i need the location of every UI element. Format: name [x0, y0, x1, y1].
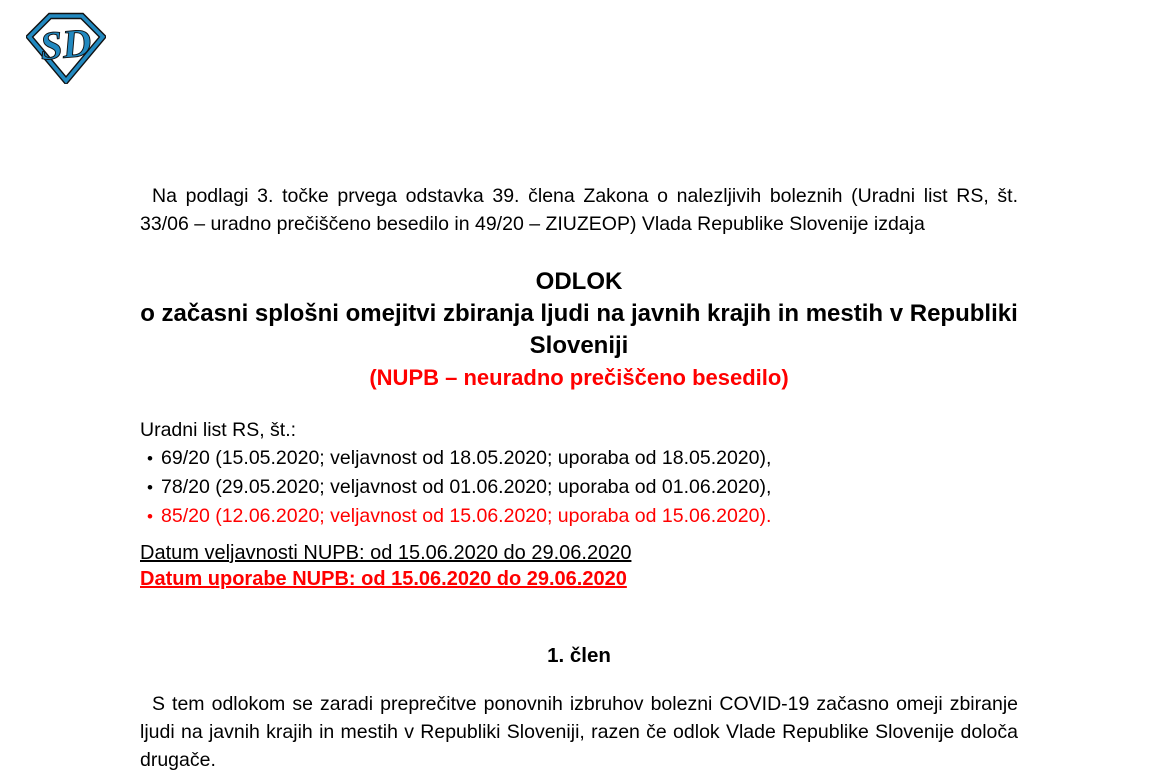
gazette-item-text: 85/20 (12.06.2020; veljavnost od 15.06.2020; uporaba od 15.06.2020).	[161, 505, 772, 527]
nupb-note: (NUPB – neuradno prečiščeno besedilo)	[369, 365, 789, 390]
sd-shield-logo-icon	[26, 12, 106, 84]
gazette-item	[147, 473, 1025, 502]
gazette-item-text: 69/20 (15.05.2020; veljavnost od 18.05.2020; uporaba od 18.05.2020),	[161, 447, 772, 469]
gazette-heading: Uradni list RS, št.:	[140, 419, 297, 441]
article-1-heading: 1. člen	[547, 644, 611, 667]
bullet-icon: •	[147, 478, 153, 497]
bullet-icon: •	[147, 449, 153, 468]
gazette-list	[140, 444, 1025, 531]
bullet-icon: •	[147, 507, 153, 526]
document-title: ODLOK	[535, 268, 623, 295]
validity-block	[140, 540, 1018, 592]
validity-date-line: Datum veljavnosti NUPB: od 15.06.2020 do 29.06.2020	[140, 542, 632, 564]
gazette-item	[147, 502, 1025, 531]
document-content	[140, 0, 1018, 771]
gazette-item-text: 78/20 (29.05.2020; veljavnost od 01.06.2020; uporaba od 01.06.2020),	[161, 476, 772, 498]
gazette-item	[147, 444, 1025, 473]
title-block	[140, 266, 1018, 362]
intro-paragraph: Na podlagi 3. točke prvega odstavka 39. člena Zakona o nalezljivih boleznih (Uradni list RS, št. 33/06 – uradno prečiščeno besedilo in 49/20 – ZIUZEOP) Vlada Republike Slovenije izdaja	[140, 184, 1018, 235]
usage-date-line: Datum uporabe NUPB: od 15.06.2020 do 29.06.2020	[140, 568, 627, 590]
article-1-body: S tem odlokom se zaradi preprečitve ponovnih izbruhov bolezni COVID-19 začasno omeji zbiranje ljudi na javnih krajih in mestih v Republiki Sloveniji, razen če odlok Vlade Republike Slovenije določa drugače.	[140, 692, 1018, 771]
document-subtitle: o začasni splošni omejitvi zbiranja ljudi na javnih krajih in mestih v Republiki Sloveniji	[140, 300, 1018, 359]
logo-letters: SD	[38, 19, 94, 69]
